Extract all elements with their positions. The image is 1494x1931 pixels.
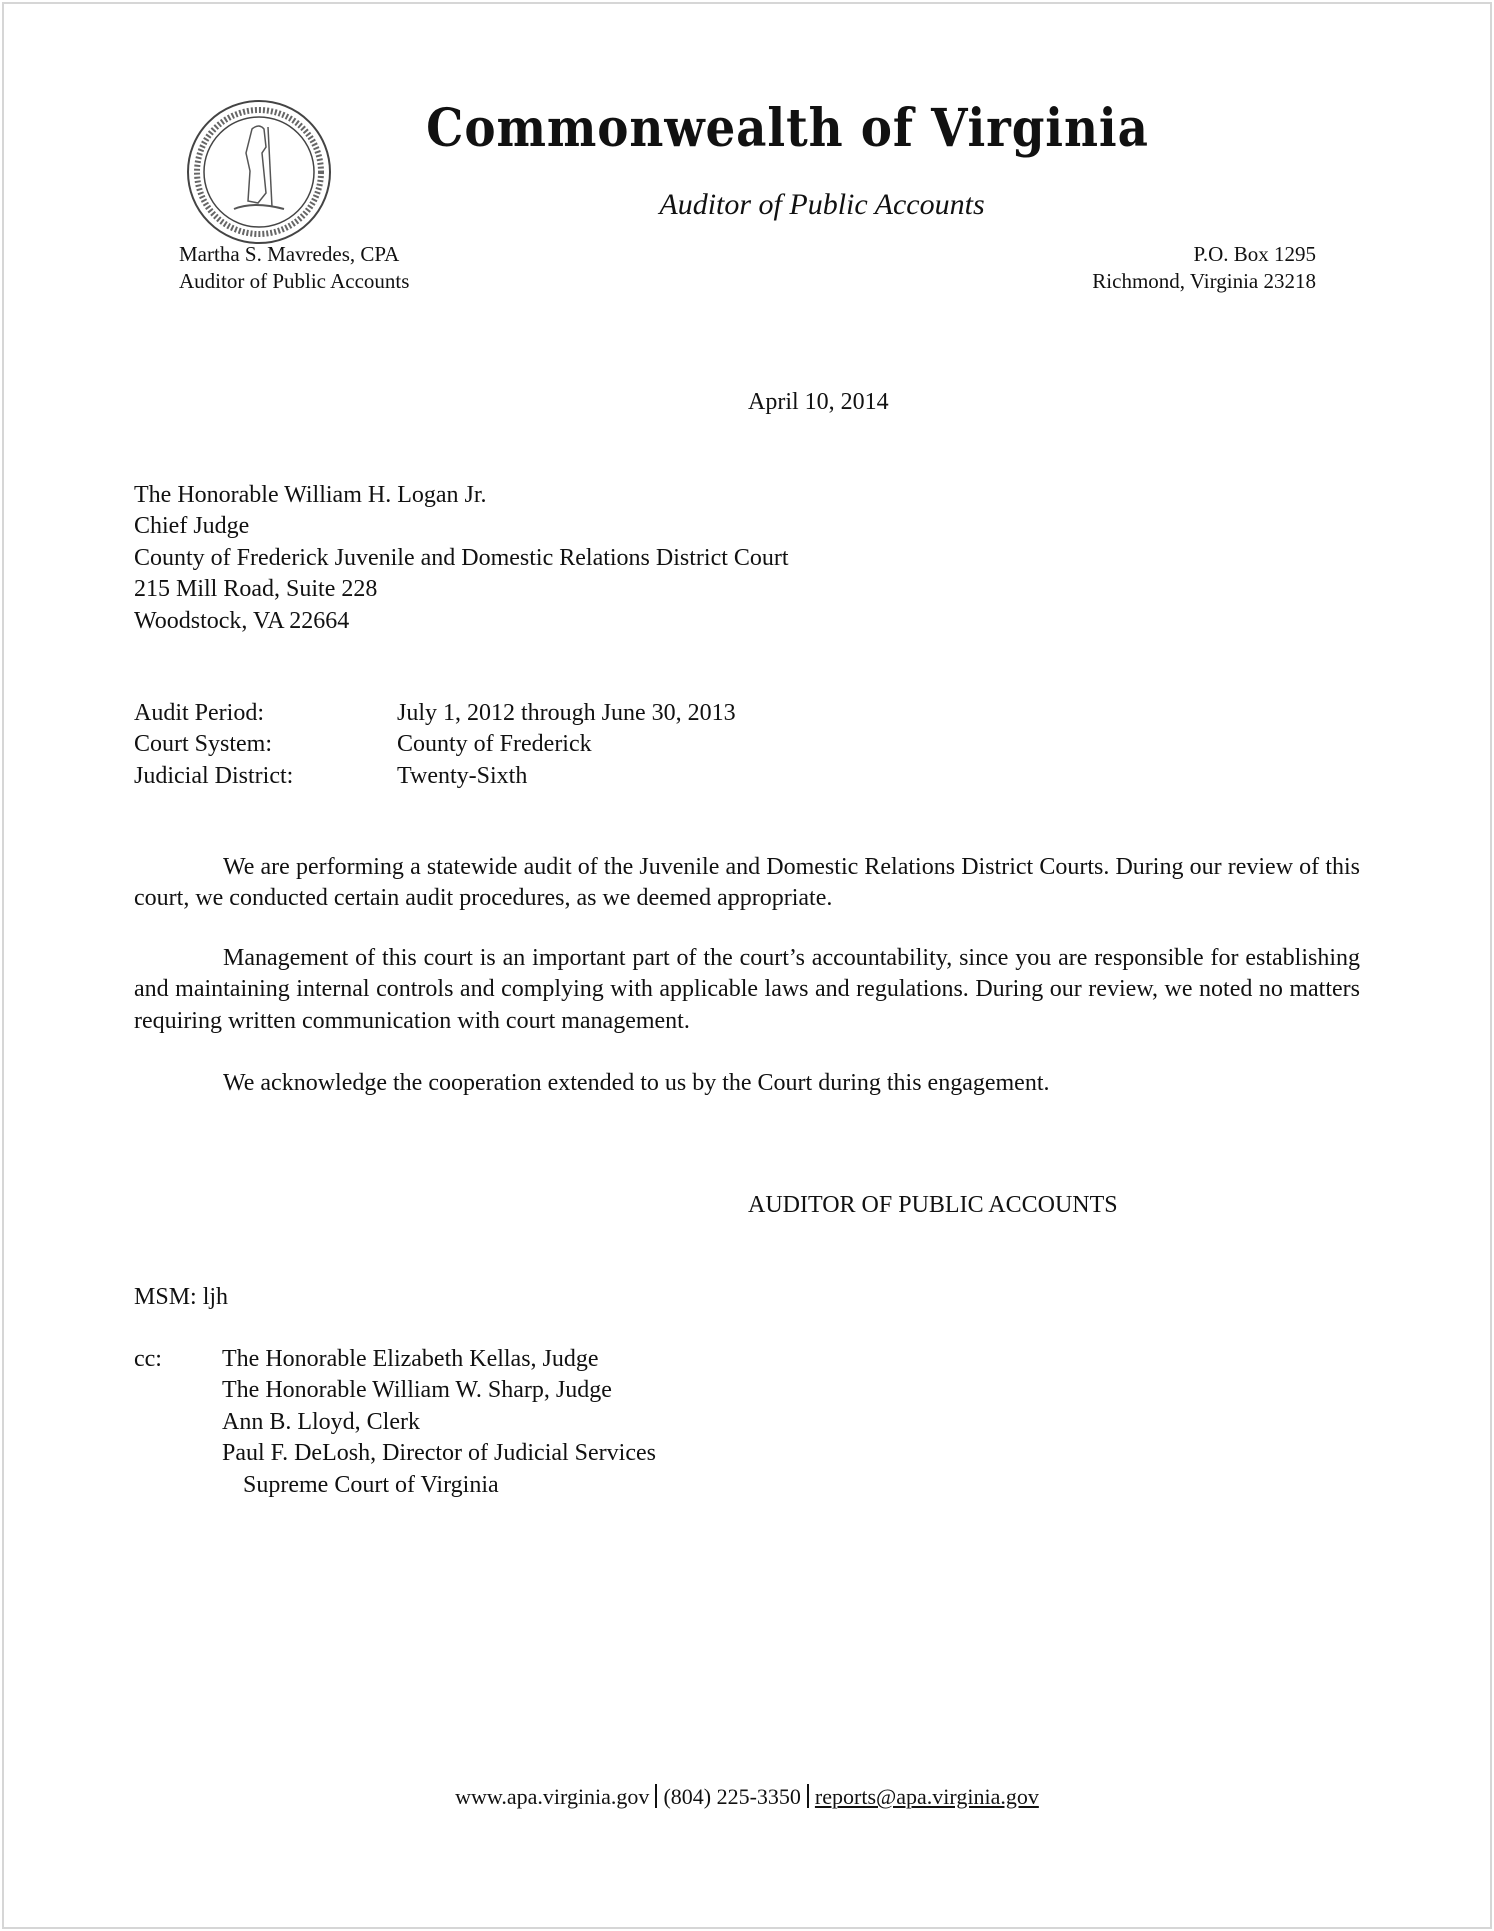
footer-website[interactable]: www.apa.virginia.gov <box>455 1784 650 1809</box>
paragraph-text: We are performing a statewide audit of the Juvenile and Domestic Relations District Courts. During our review of this court, we conducted certain audit procedures, as we deemed appropriate. <box>134 854 1360 912</box>
recipient-street: 215 Mill Road, Suite 228 <box>134 576 378 603</box>
audit-info-row <box>134 761 736 792</box>
cc-recipient: The Honorable Elizabeth Kellas, Judge <box>222 1346 599 1372</box>
audit-info <box>134 698 736 792</box>
cc-recipient: The Honorable William W. Sharp, Judge <box>222 1377 612 1404</box>
auditor-title: Auditor of Public Accounts <box>179 269 410 293</box>
audit-info-value: County of Frederick <box>397 731 592 758</box>
recipient-address <box>134 480 789 637</box>
auditor-name: Martha S. Mavredes, CPA <box>179 242 400 266</box>
paragraph-3 <box>134 1068 1360 1099</box>
audit-info-value: July 1, 2012 through June 30, 2013 <box>397 700 736 726</box>
letter-date: April 10, 2014 <box>748 389 889 415</box>
signature-block: AUDITOR OF PUBLIC ACCOUNTS <box>748 1192 1118 1218</box>
recipient-name: The Honorable William H. Logan Jr. <box>134 482 487 508</box>
footer-separator <box>807 1784 809 1808</box>
city-state-zip: Richmond, Virginia 23218 <box>1092 269 1316 293</box>
audit-info-label: Audit Period: <box>134 700 264 726</box>
audit-info-label: Court System: <box>134 731 273 758</box>
paragraph-1 <box>134 852 1360 915</box>
audit-info-label: Judicial District: <box>134 762 294 789</box>
paragraph-text: Management of this court is an important part of the court’s accountability, since you are responsible for establishing and maintaining internal controls and complying with applicable laws and regulations. During our review, we noted no matters requiring written communication with court management. <box>134 945 1360 1034</box>
footer <box>0 1784 1494 1810</box>
footer-phone: (804) 225-3350 <box>663 1784 801 1809</box>
paragraph-text: We acknowledge the cooperation extended to us by the Court during this engagement. <box>223 1070 1050 1096</box>
cc-recipient: Paul F. DeLosh, Director of Judicial Services <box>222 1440 656 1467</box>
cc-label: cc: <box>134 1346 162 1372</box>
audit-info-value: Twenty-Sixth <box>397 762 528 789</box>
letterhead-title: Commonwealth of Virginia <box>426 98 1149 159</box>
recipient-court: County of Frederick Juvenile and Domestic Relations District Court <box>134 544 789 571</box>
recipient-city: Woodstock, VA 22664 <box>134 607 350 634</box>
po-box: P.O. Box 1295 <box>1193 242 1316 266</box>
cc-recipient-sub: Supreme Court of Virginia <box>243 1471 499 1498</box>
footer-email-link[interactable]: reports@apa.virginia.gov <box>814 1784 1039 1809</box>
auditor-name-block <box>179 241 409 295</box>
audit-info-row <box>134 698 736 729</box>
footer-separator <box>655 1784 657 1808</box>
paragraph-2 <box>134 943 1360 1037</box>
recipient-title: Chief Judge <box>134 513 250 540</box>
audit-info-row <box>134 729 736 760</box>
letterhead-subtitle: Auditor of Public Accounts <box>659 188 985 221</box>
cc-list <box>222 1344 656 1501</box>
initials: MSM: ljh <box>134 1284 229 1310</box>
mailing-address-block <box>1092 241 1316 295</box>
cc-recipient: Ann B. Lloyd, Clerk <box>222 1408 420 1435</box>
